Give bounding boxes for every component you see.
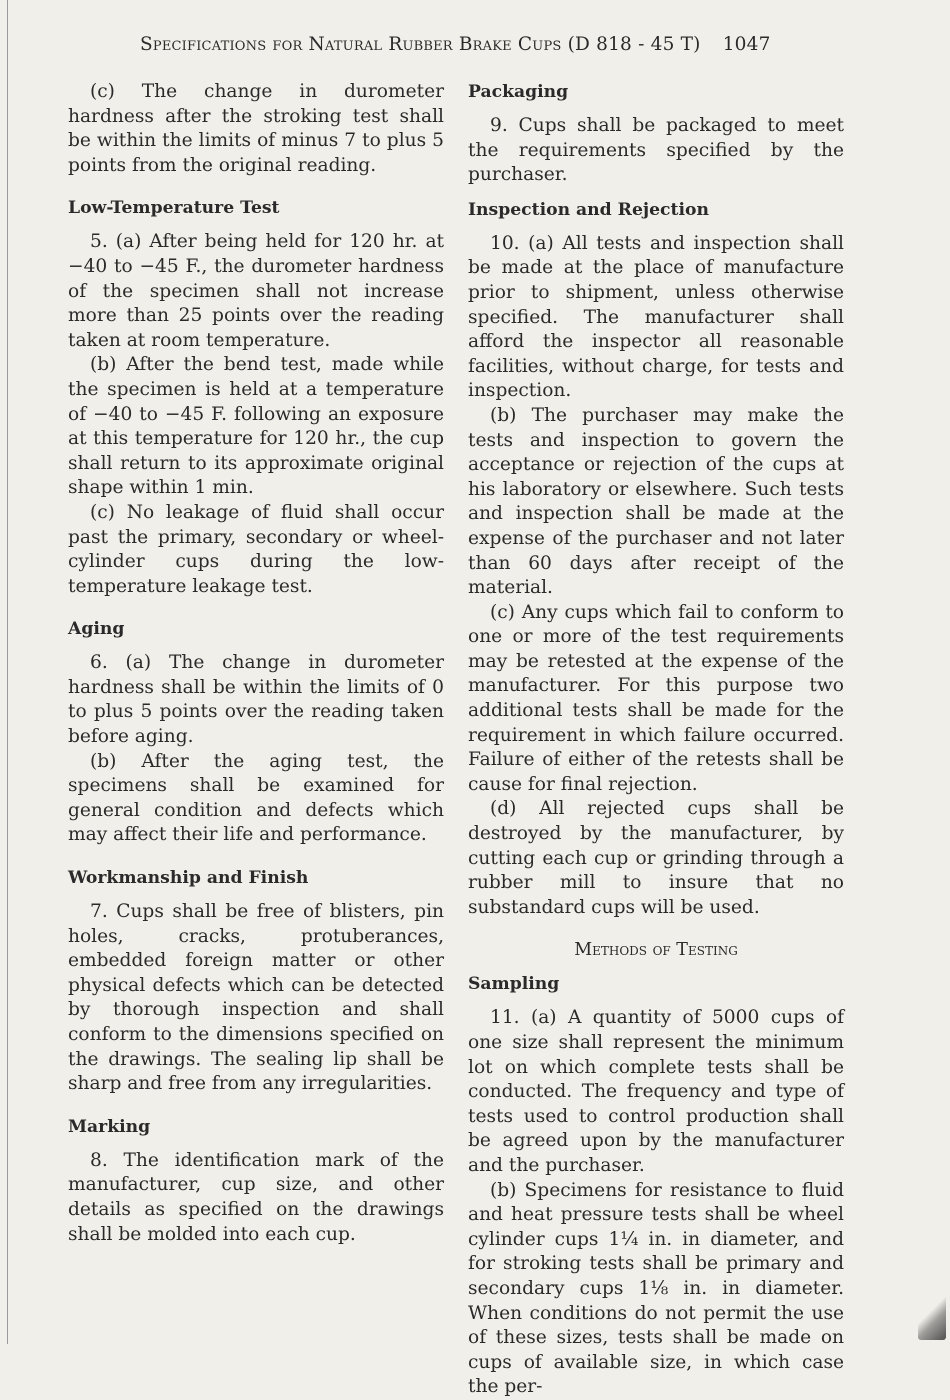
heading-inspection-and-rejection: Inspection and Rejection xyxy=(468,199,709,220)
heading-aging: Aging xyxy=(68,619,125,640)
paragraph-11b: (b) Specimens for resistance to fluid and heat pressure tests shall be wheel cylinder cups 1¼ in. in diameter, and for stroking tests shall be primary and secondary cups 1⅛ in. in diameter. When conditions do not permit the use of these sizes, tests shall be made on cups of available size, in which case the per- xyxy=(468,1179,844,1398)
running-title: Specifications for Natural Rubber Brake Cups (D 818 - 45 T) xyxy=(140,34,701,55)
paragraph-6a: 6. (a) The change in durometer hardness shall be within the limits of 0 to plus 5 points over the reading taken before aging. xyxy=(68,652,444,748)
paragraph-6b: (b) After the aging test, the specimens shall be examined for general condition and defects which may affect their life and performance. xyxy=(68,750,444,846)
heading-marking: Marking xyxy=(68,1116,151,1137)
paragraph-8: 8. The identification mark of the manufacturer, cup size, and other details as specified on the drawings shall be molded into each cup. xyxy=(68,1149,444,1245)
paragraph-7: 7. Cups shall be free of blisters, pin holes, cracks, protuberances, embedded foreign matter or other physical defects which can be detected by thorough inspection and shall conform to the dimensions specified on the drawings. The sealing lip shall be sharp and free from any irregularities. xyxy=(68,901,444,1095)
page-corner-smudge xyxy=(918,1294,946,1340)
paragraph-11a: 11. (a) A quantity of 5000 cups of one size shall represent the minimum lot on which complete tests shall be conducted. The frequency and type of tests used to control production shall be agreed upon by the manufacturer and the purchaser. xyxy=(468,1007,844,1176)
page-number: 1047 xyxy=(722,34,771,55)
scan-edge-line xyxy=(7,0,8,1344)
right-column xyxy=(468,80,844,1400)
heading-low-temperature-test: Low-Temperature Test xyxy=(68,198,280,219)
page-header xyxy=(140,34,860,55)
paragraph-4c: (c) The change in durometer hardness after the stroking test shall be within the limits of minus 7 to plus 5 points from the original reading. xyxy=(68,81,444,176)
paragraph-9: 9. Cups shall be packaged to meet the requirements specified by the purchaser. xyxy=(468,115,844,186)
left-column xyxy=(68,80,444,1247)
heading-workmanship-and-finish: Workmanship and Finish xyxy=(68,868,309,889)
section-title-methods-of-testing: Methods of Testing xyxy=(574,940,738,961)
paragraph-10d: (d) All rejected cups shall be destroyed by the manufacturer, by cutting each cup or grinding through a rubber mill to insure that no substandard cups will be used. xyxy=(468,798,844,918)
paragraph-5b: (b) After the bend test, made while the specimen is held at a temperature of −40 to −45 F. following an exposure at this temperature for 120 hr., the cup shall return to its approximate original shape within 1 min. xyxy=(68,354,444,499)
paragraph-10a: 10. (a) All tests and inspection shall be made at the place of manufacture prior to shipment, unless otherwise specified. The manufacturer shall afford the inspector all reasonable facilities, without charge, for tests and inspection. xyxy=(468,232,844,402)
heading-sampling: Sampling xyxy=(468,974,560,995)
paragraph-5c: (c) No leakage of fluid shall occur past the primary, secondary or wheel-cylinder cups during the low-temperature leakage test. xyxy=(68,501,444,597)
paragraph-10c: (c) Any cups which fail to conform to one or more of the test requirements may be retested at the expense of the manufacturer. For this purpose two additional tests shall be made for the requirement in which failure occurred. Failure of either of the retests shall be cause for final rejection. xyxy=(468,601,844,795)
paragraph-10b: (b) The purchaser may make the tests and inspection to govern the acceptance or rejection of the cups at his laboratory or elsewhere. Such tests and inspection shall be made at the expense of the purchaser and not later than 60 days after receipt of the material. xyxy=(468,404,844,599)
heading-packaging: Packaging xyxy=(468,82,569,102)
paragraph-5a: 5. (a) After being held for 120 hr. at −40 to −45 F., the durometer hardness of the specimen shall not increase more than 25 points over the reading taken at room temperature. xyxy=(68,231,444,351)
